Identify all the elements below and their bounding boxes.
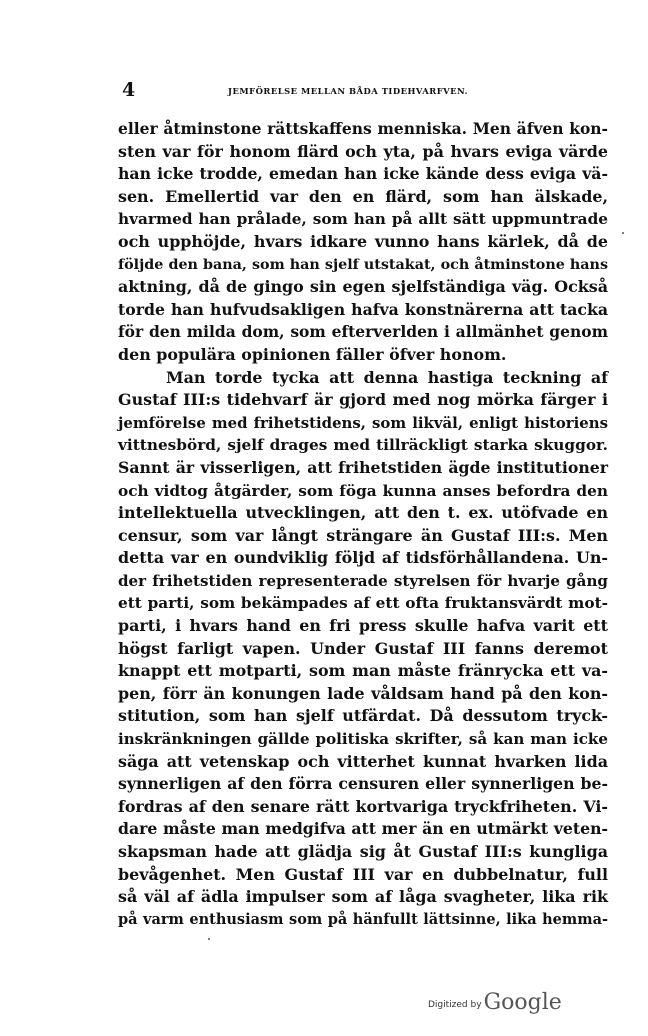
paragraph-end-line: den populära opinionen fäller öfver honom. — [118, 344, 507, 364]
text-line: stitution, som han sjelf utfärdat. Då dessutom tryck- — [118, 706, 608, 726]
digitization-footer — [428, 988, 562, 1016]
text-line: han icke trodde, emedan han icke kände dess eviga vä- — [118, 164, 608, 184]
text-line: aktning, då de gingo sin egen sjelfständiga väg. Också — [118, 277, 608, 297]
text-line: säga att vetenskap och vitterhet kunnat hvarken lida — [118, 751, 608, 771]
paragraph-start-line: Man torde tycka att denna hastiga teckning af — [166, 367, 608, 387]
text-line: der frihetstiden representerade styrelsen för hvarje gång — [118, 571, 608, 590]
text-line: intellektuella utvecklingen, att den t. ex. utöfvade en — [118, 503, 608, 523]
text-line: bevågenhet. Men Gustaf III var en dubbelnatur, full — [118, 864, 608, 884]
text-line: skapsman hade att glädja sig åt Gustaf III:s kungliga — [118, 842, 608, 861]
text-line: censur, som var långt strängare än Gustaf III:s. Men — [118, 525, 608, 545]
text-line: ett parti, som bekämpades af ett ofta fruktansvärdt mot- — [118, 594, 608, 613]
text-line: synnerligen af den förra censuren eller synnerligen be- — [118, 774, 608, 794]
page-header — [120, 78, 610, 102]
text-line: sen. Emellertid var den en flärd, som han älskade, — [118, 186, 608, 206]
text-line: detta var en oundviklig följd af tidsförhållandena. Un- — [118, 548, 608, 568]
text-line: Sannt är visserligen, att frihetstiden ägde institutioner — [118, 457, 608, 477]
scan-speck — [208, 938, 210, 940]
text-line: så väl af ädla impulser som af låga svagheter, lika rik — [118, 887, 608, 907]
text-line: högst farligt vapen. Under Gustaf III fanns deremot — [118, 638, 608, 658]
text-line: fordras af den senare rätt kortvariga tryckfriheten. Vi- — [118, 796, 608, 816]
text-line: vittnesbörd, sjelf drages med tillräckligt starka skuggor. — [118, 436, 608, 455]
google-logo: Google — [483, 990, 562, 1015]
text-line: följde den bana, som han sjelf utstakat, och åtminstone hans — [118, 256, 608, 273]
text-line: Gustaf III:s tidehvarf är gjord med nog mörka färger i — [118, 390, 608, 410]
text-line: eller åtminstone rättskaffens menniska. Men äfven kon- — [118, 119, 608, 138]
running-title: JEMFÖRELSE MELLAN BÅDA TIDEHVARFVEN. — [228, 86, 469, 96]
page-number: 4 — [122, 79, 136, 101]
text-line: parti, i hvars hand en fri press skulle hafva varit ett — [118, 616, 608, 636]
text-line: jemförelse med frihetstidens, som likväl, enligt historiens — [118, 413, 608, 432]
text-line: knappt ett motparti, som man måste fränrycka ett va- — [118, 661, 608, 681]
text-line: hvarmed han prålade, som han på allt sätt uppmuntrade — [118, 210, 608, 229]
text-line: för den milda dom, som efterverlden i allmänhet genom — [118, 322, 608, 342]
text-line: torde han hufvudsakligen hafva konstnärerna att tacka — [118, 299, 608, 319]
scan-speck — [622, 232, 624, 234]
text-line: och upphöjde, hvars idkare vunno hans kärlek, då de — [118, 231, 608, 251]
text-line: sten var för honom flärd och yta, på hvars eviga värde — [118, 141, 608, 161]
text-line: pen, förr än konungen lade våldsam hand på den kon- — [118, 683, 608, 703]
body-text — [118, 118, 608, 931]
text-line: på varm enthusiasm som på hänfullt lättsinne, lika hemma- — [118, 910, 608, 928]
digitized-by-label: Digitized by — [428, 1000, 482, 1010]
text-line: dare måste man medgifva att mer än en utmärkt veten- — [118, 819, 608, 839]
text-line: och vidtog åtgärder, som föga kunna anses befordra den — [118, 481, 608, 500]
text-line: inskränkningen gällde politiska skrifter, så kan man icke — [118, 730, 608, 749]
